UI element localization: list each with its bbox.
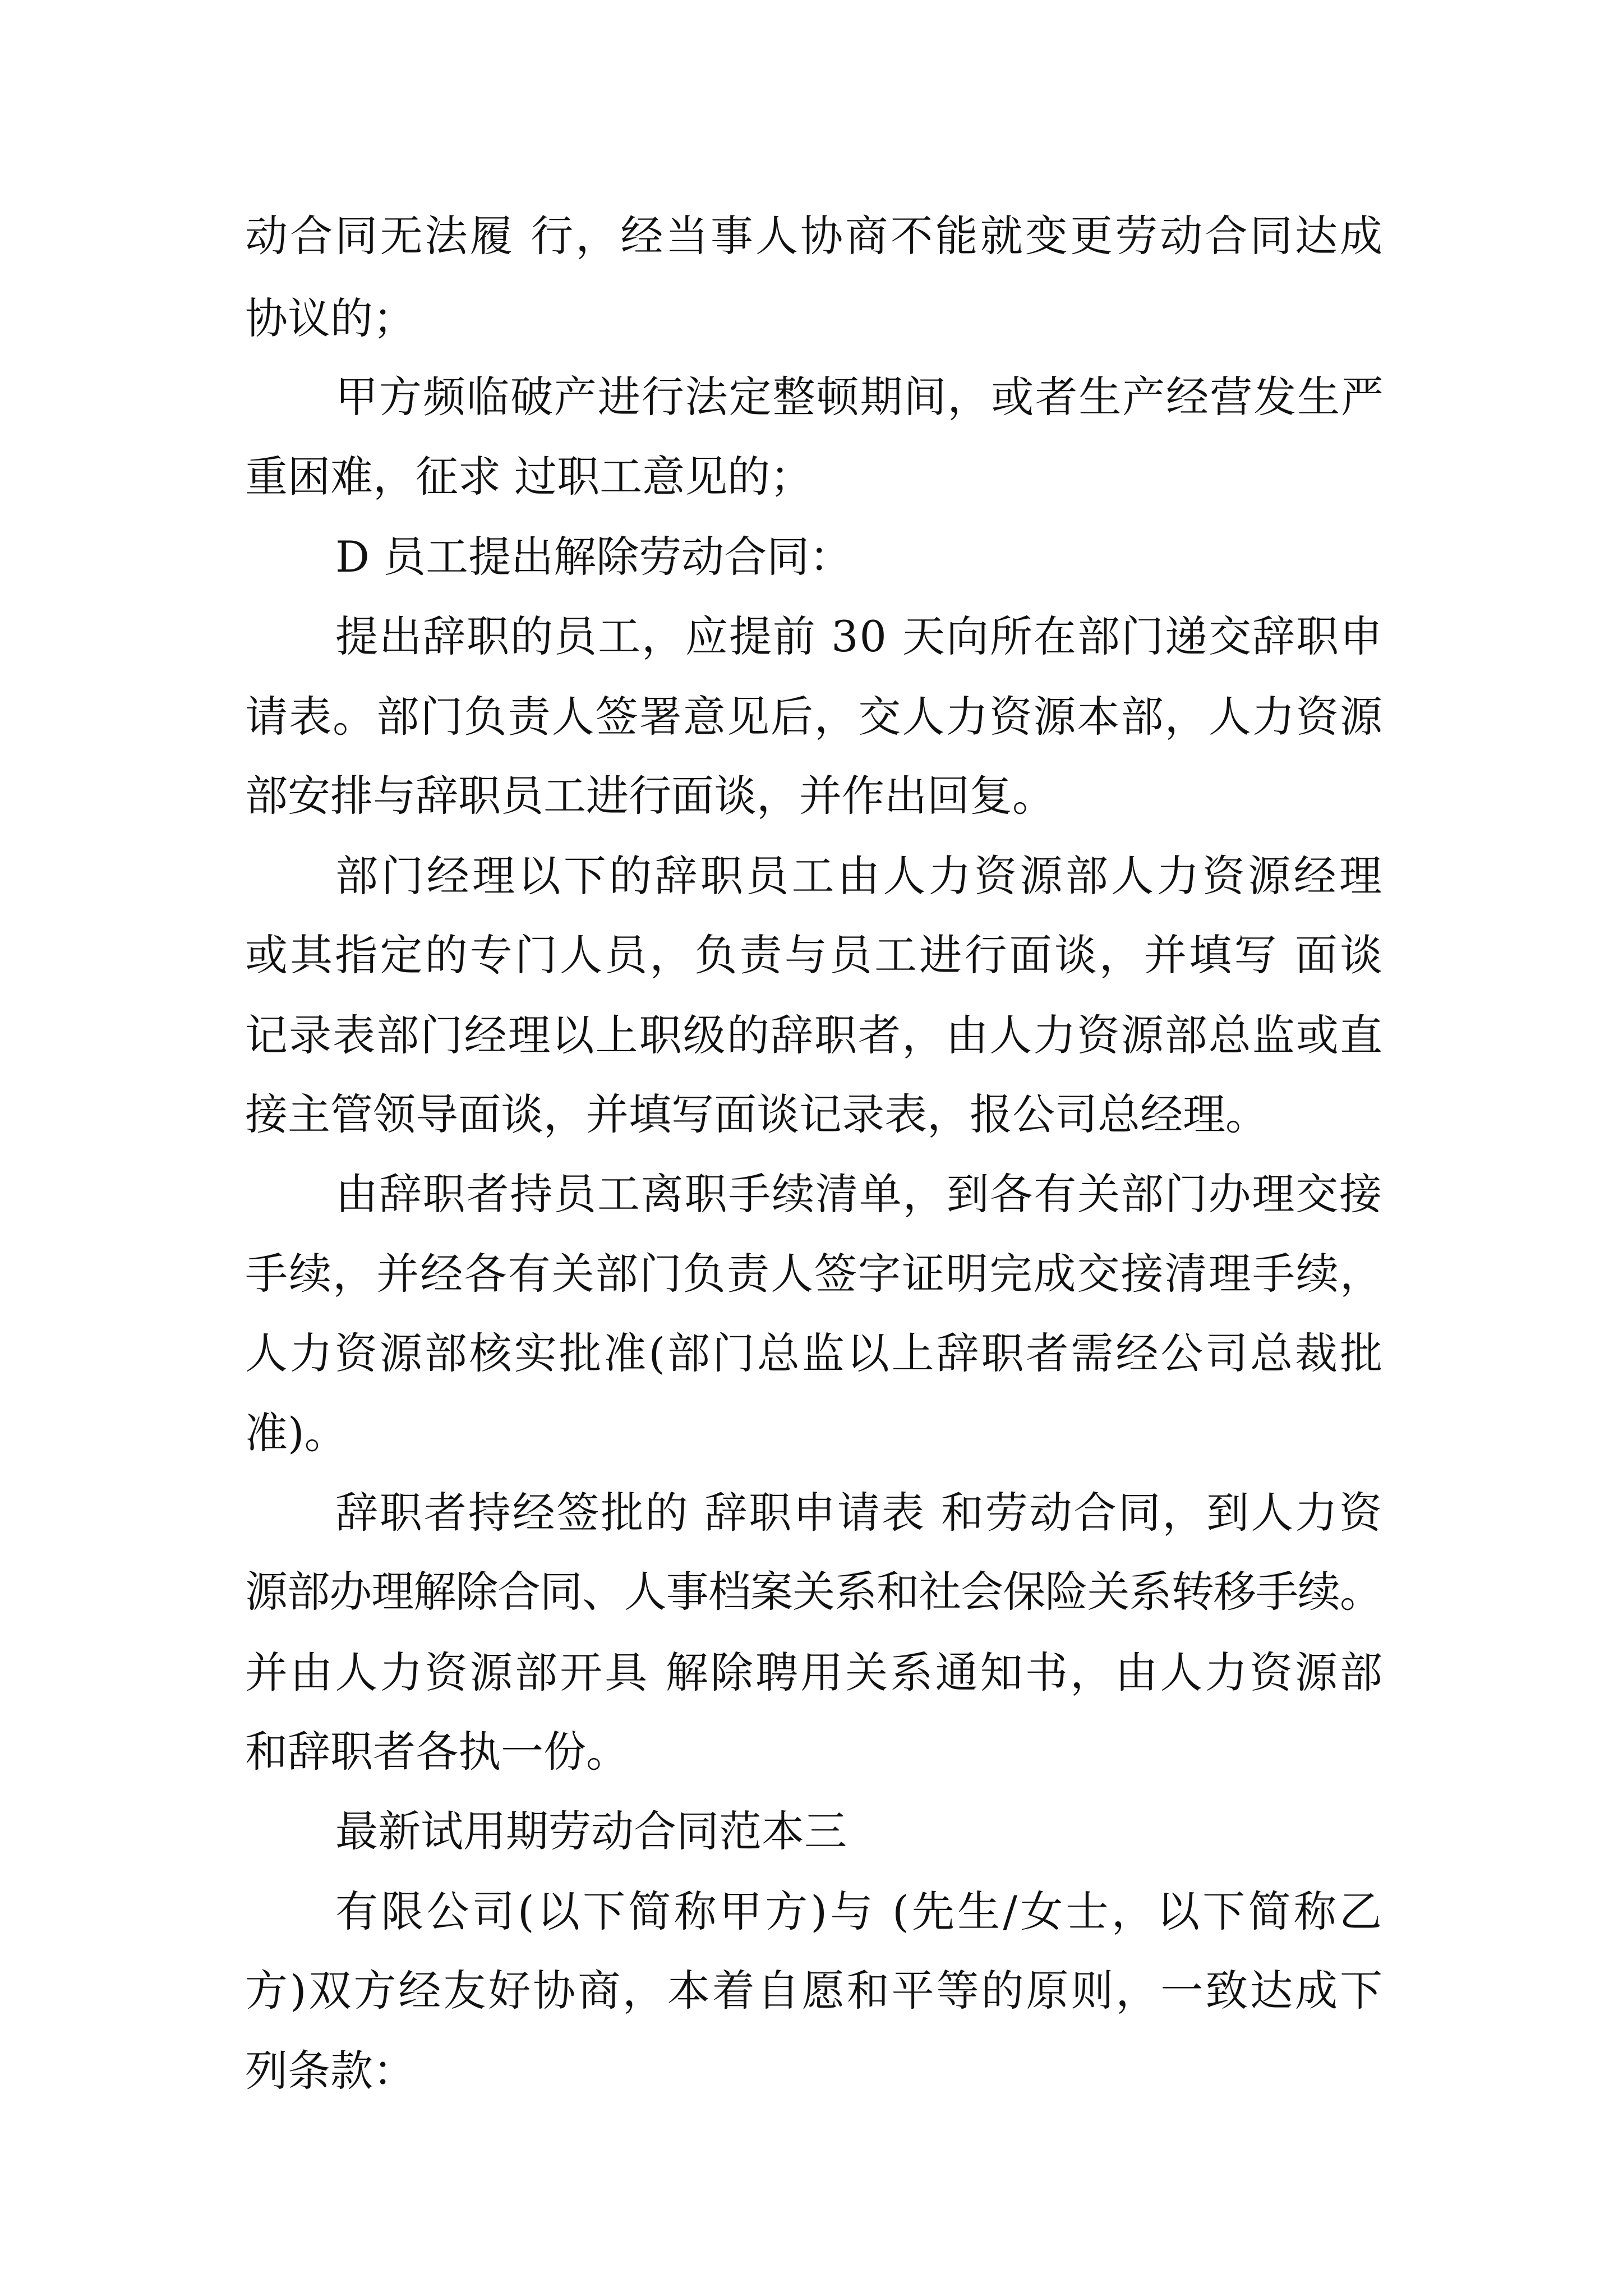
body-text-line: 和辞职者各执一份。 xyxy=(245,1727,629,1777)
body-text-line: 有限公司(以下简称甲方)与 (先生/女士，以下简称乙 xyxy=(335,1887,1385,1936)
body-text-line: 请表。部门负责人签署意见后，交人力资源本部，人力资源 xyxy=(245,692,1384,742)
body-text-line: 部门经理以下的辞职员工由人力资源部人力资源经理 xyxy=(335,851,1385,901)
body-text-line: 由辞职者持员工离职手续清单，到各有关部门办理交接 xyxy=(335,1169,1383,1219)
body-text-line: 人力资源部核实批准(部门总监以上辞职者需经公司总裁批 xyxy=(245,1328,1385,1378)
body-text-line: 动合同无法履 行，经当事人协商不能就变更劳动合同达成 xyxy=(245,211,1385,261)
body-text-line: 源部办理解除合同、人事档案关系和社会保险关系转移手续。 xyxy=(245,1567,1382,1617)
body-text-line: 或其指定的专门人员，负责与员工进行面谈，并填写 面谈 xyxy=(245,930,1385,980)
body-text-line: 部安排与辞职员工进行面谈，并作出回复。 xyxy=(245,771,1055,821)
body-text-line: 协议的； xyxy=(245,293,416,343)
body-text-line: 准)。 xyxy=(245,1408,347,1458)
body-text-line: 甲方频临破产进行法定整顿期间，或者生产经营发生严 xyxy=(335,372,1385,422)
body-text-line: 并由人力资源部开具 解除聘用关系通知书，由人力资源部 xyxy=(245,1648,1385,1697)
body-text-line: 提出辞职的员工，应提前 30 天向所在部门递交辞职申 xyxy=(335,611,1384,661)
body-text-line: 方)双方经友好协商，本着自愿和平等的原则，一致达成下 xyxy=(245,1966,1385,2016)
body-text-line: 重困难，征求 过职工意见的； xyxy=(245,452,813,501)
body-text-line: 辞职者持经签批的 辞职申请表 和劳动合同，到人力资 xyxy=(335,1488,1384,1538)
body-text-line: 接主管领导面谈，并填写面谈记录表，报公司总经理。 xyxy=(245,1089,1268,1139)
body-text-line: 列条款： xyxy=(245,2046,416,2096)
section-heading: 最新试用期劳动合同范本三 xyxy=(335,1806,847,1856)
body-text-line: 手续，并经各有关部门负责人签字证明完成交接清理手续， xyxy=(245,1249,1384,1299)
section-heading: D 员工提出解除劳动合同： xyxy=(335,532,852,582)
body-text-line: 记录表部门经理以上职级的辞职者，由人力资源部总监或直 xyxy=(245,1010,1384,1060)
